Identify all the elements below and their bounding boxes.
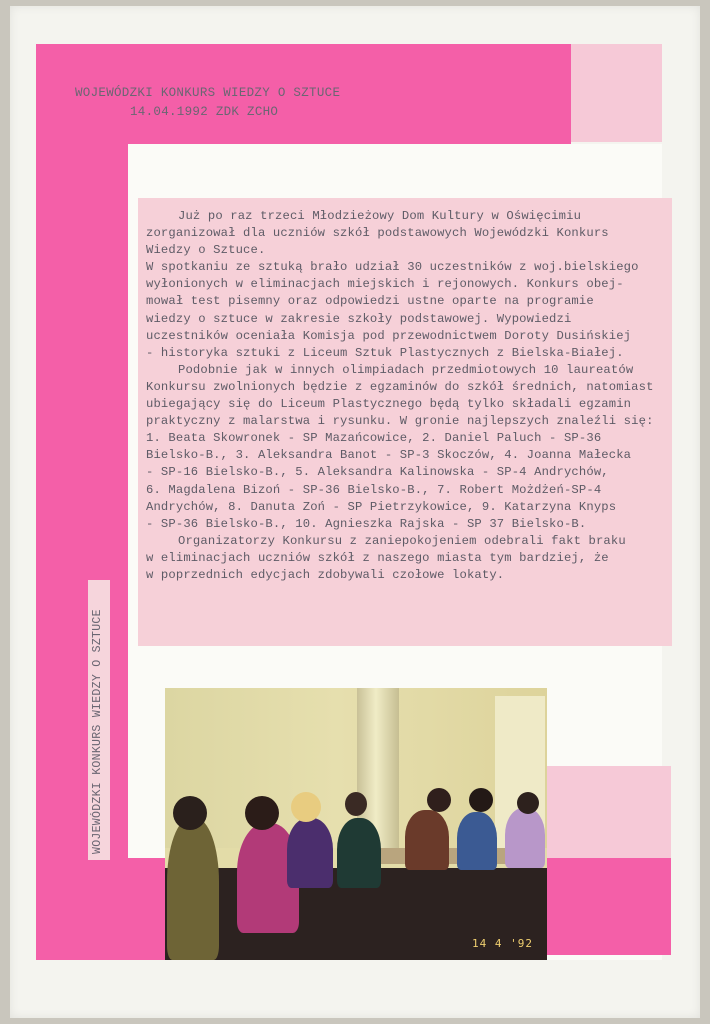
article-clipping: [138, 198, 672, 646]
person-7-head: [517, 792, 539, 814]
article-paragraph-4: Organizatorzy Konkursu z zaniepokojeniem odebrali fakt braku w eliminacjach uczniów szkół z naszego miasta tym bardziej, że w poprzednich edycjach zdobywali czołowe lokaty.: [146, 533, 626, 582]
article-paragraph-1: Już po raz trzeci Młodzieżowy Dom Kultury w Oświęcimiu zorganizował dla uczniów szkół podstawowych Wojewódzki Konkurs Wiedzy o Sztuce.: [146, 209, 609, 258]
person-3-head: [291, 792, 321, 822]
header-title: WOJEWÓDZKI KONKURS WIEDZY O SZTUCE: [75, 86, 341, 100]
left-pink-band: [36, 144, 128, 960]
photo-pink-border: [128, 858, 166, 960]
article-paragraph-3: Podobnie jak w innych olimpiadach przedmiotowych 10 laureatów Konkursu zwolnionych będzie z egzaminów do szkół średnich, natomiast ubiegający się do Liceum Plastycznego będą tylko składali egzamin praktyczny z malarstwa i rysunku. W gronie najlepszych znaleźli się: 1. Beata Skowronek - SP Mazańcowice, 2. Daniel Paluch - SP-36 Bielsko-B., 3. Aleksandra Banot - SP-3 Skoczów, 4. Joanna Małecka - SP-16 Bielsko-B., 5. Aleksandra Kalinowska - SP-4 Andrychów, 6. Magdalena Bizoń - SP-36 Bielsko-B., 7. Robert Możdżeń-SP-4 Andrychów, 8. Danuta Zoń - SP Pietrzykowice, 9. Katarzyna Knyps - SP-36 Bielsko-B., 10. Agnieszka Rajska - SP 37 Bielsko-B.: [146, 362, 654, 531]
person-1: [167, 818, 219, 960]
person-6: [457, 812, 497, 870]
photo-date-stamp: 14 4 '92: [472, 937, 533, 950]
person-5: [405, 810, 449, 870]
lower-right-light-pink: [547, 766, 671, 858]
person-4-head: [345, 792, 367, 816]
person-2-head: [245, 796, 279, 830]
person-5-head: [427, 788, 451, 812]
lower-right-pink: [547, 858, 671, 955]
article-paragraph-2: W spotkaniu ze sztuką brało udział 30 uczestników z woj.bielskiego wyłonionych w eliminacjach miejskich i rejonowych. Konkurs obej- mował test pisemny oraz odpowiedzi ustne oparte na programie wiedzy o sztuce w zakresie szkoły podstawowej. Wypowiedzi uczestników oceniała Komisja pod przewodnictwem Doroty Dusińskiej - historyka sztuki z Liceum Sztuk Plastycznych z Bielska-Białej.: [146, 260, 639, 360]
header-text: [75, 84, 515, 122]
header-date: 14.04.1992 ZDK ZCHO: [130, 105, 279, 119]
header-light-pink-patch: [571, 44, 662, 142]
person-7: [505, 808, 545, 868]
person-4: [337, 818, 381, 888]
side-label-text: WOJEWÓDZKI KONKURS WIEDZY O SZTUCE: [91, 609, 104, 854]
person-6-head: [469, 788, 493, 812]
side-label-strip: [88, 580, 110, 860]
group-photo: [165, 688, 547, 960]
person-1-head: [173, 796, 207, 830]
person-3: [287, 818, 333, 888]
